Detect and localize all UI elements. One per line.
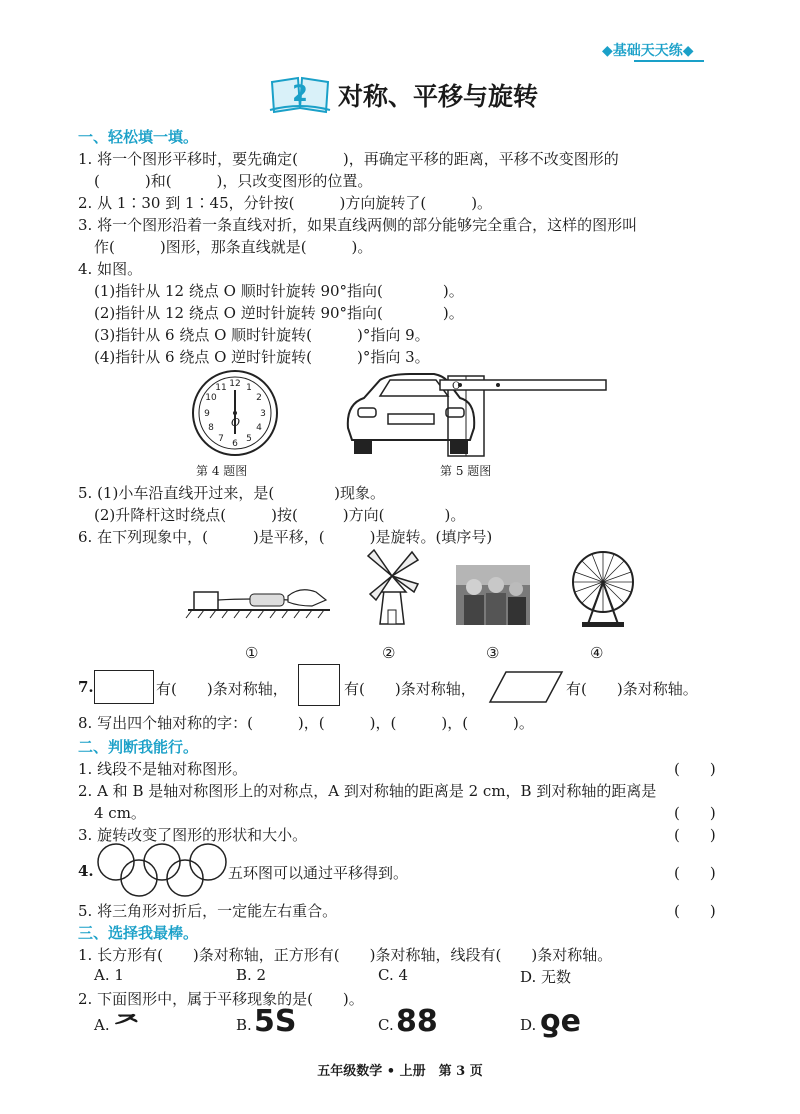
clock-figure xyxy=(190,368,280,458)
page-title: 对称、平移与旋转 xyxy=(338,82,539,111)
q7-number: 7. xyxy=(78,678,94,696)
choice-q2-label-a[interactable]: A. xyxy=(94,1016,110,1034)
svg-text:5: 5 xyxy=(246,434,252,444)
q5-sub2: (2)升降杆这时绕点( )按( )方向( )。 xyxy=(94,506,466,524)
choice-q2-glyph-d: ƍe xyxy=(540,1004,581,1039)
choice-q2-label-b[interactable]: B. xyxy=(236,1016,252,1034)
fig4-caption: 第 4 题图 xyxy=(196,464,248,478)
windmill-picture xyxy=(362,546,422,628)
clock-center-label: O xyxy=(231,416,241,429)
svg-text:11: 11 xyxy=(215,383,227,393)
judge-q2-bracket[interactable]: ( ) xyxy=(674,804,716,822)
svg-text:2: 2 xyxy=(256,393,262,403)
choice-q2-label-c[interactable]: C. xyxy=(378,1016,394,1034)
square-shape xyxy=(298,664,340,706)
judge-q5-bracket[interactable]: ( ) xyxy=(674,902,716,920)
series-badge: ◆基础天天练◆ xyxy=(602,43,694,59)
choice-q2-label-d[interactable]: D. xyxy=(520,1016,537,1034)
parallelogram-shape xyxy=(488,670,564,704)
section2-heading: 二、判断我能行。 xyxy=(78,738,199,756)
photo-picture xyxy=(456,565,530,625)
q6-label-4: ④ xyxy=(590,644,604,662)
q6-label-1: ① xyxy=(245,644,259,662)
choice-q2: 2. 下面图形中，属于平移现象的是( )。 xyxy=(78,990,364,1008)
svg-text:10: 10 xyxy=(205,393,217,403)
svg-text:4: 4 xyxy=(256,423,262,433)
svg-text:6: 6 xyxy=(232,439,238,449)
gate-point-label: O xyxy=(452,381,461,392)
q6-label-2: ② xyxy=(382,644,396,662)
q3-line1: 3. 将一个图形沿着一条直线对折，如果直线两侧的部分能够完全重合，这样的图形叫 xyxy=(78,216,638,234)
choice-q2-glyph-a: ᅎ xyxy=(112,1012,141,1047)
judge-q2-line2: 4 cm。 xyxy=(94,804,146,822)
q2-text: 2. 从 1∶30 到 1∶45，分针按( )方向旋转了( )。 xyxy=(78,194,493,212)
fig5-caption: 第 5 题图 xyxy=(440,464,492,478)
section3-heading: 三、选择我最棒。 xyxy=(78,924,199,942)
q4-sub2: (2)指针从 12 绕点 O 逆时针旋转 90°指向( )。 xyxy=(94,304,464,322)
section1-heading: 一、轻松填一填。 xyxy=(78,128,199,146)
svg-text:8: 8 xyxy=(208,423,214,433)
q1-line2: ( )和( )，只改变图形的位置。 xyxy=(94,172,373,190)
judge-q4-text: 五环图可以通过平移得到。 xyxy=(228,864,409,882)
q4-sub3: (3)指针从 6 绕点 O 顺时针旋转( )°指向 9。 xyxy=(94,326,430,344)
q1-line1: 1. 将一个图形平移时，要先确定( )，再确定平移的距离，平移不改变图形的 xyxy=(78,150,619,168)
judge-q4-bracket[interactable]: ( ) xyxy=(674,864,716,882)
judge-q1: 1. 线段不是轴对称图形。 xyxy=(78,760,248,778)
svg-text:1: 1 xyxy=(246,383,252,393)
svg-text:7: 7 xyxy=(218,434,224,444)
svg-text:12: 12 xyxy=(229,379,241,389)
choice-q2-glyph-c: 88 xyxy=(396,1004,438,1039)
choice-q1-option-a[interactable]: A. 1 xyxy=(94,966,124,984)
q3-line2: 作( )图形，那条直线就是( )。 xyxy=(94,238,373,256)
q4-sub1: (1)指针从 12 绕点 O 顺时针旋转 90°指向( )。 xyxy=(94,282,464,300)
judge-q2-line1: 2. A 和 B 是轴对称图形上的对称点，A 到对称轴的距离是 2 cm，B 到对称轴的距离是 xyxy=(78,782,657,800)
choice-q1-option-b[interactable]: B. 2 xyxy=(236,966,267,984)
ferris-wheel-picture xyxy=(566,548,640,630)
five-rings-figure xyxy=(92,842,232,898)
q5-sub1: 5. (1)小车沿直线开过来，是( )现象。 xyxy=(78,484,386,502)
q8-text: 8. 写出四个轴对称的字：( )，( )，( )，( )。 xyxy=(78,714,534,732)
q7-square-text: 有( )条对称轴， xyxy=(344,680,476,698)
q4-text: 4. 如图。 xyxy=(78,260,143,278)
car-gate-figure xyxy=(340,368,620,458)
badge-underline xyxy=(634,60,704,62)
choice-q2-glyph-b: 5S xyxy=(254,1004,297,1039)
rectangle-shape xyxy=(94,670,154,704)
choice-q1-option-d[interactable]: D. 无数 xyxy=(520,968,572,986)
page-footer: 五年级数学 • 上册 第 3 页 xyxy=(317,1064,483,1079)
lesson-number: 2 xyxy=(292,82,308,107)
judge-q4-number: 4. xyxy=(78,862,94,880)
lesson-book-icon xyxy=(268,72,332,114)
judge-q3-bracket[interactable]: ( ) xyxy=(674,826,716,844)
judge-q1-bracket[interactable]: ( ) xyxy=(674,760,716,778)
q7-rectangle-text: 有( )条对称轴， xyxy=(156,680,288,698)
svg-text:3: 3 xyxy=(260,409,266,419)
judge-q3: 3. 旋转改变了图形的形状和大小。 xyxy=(78,826,308,844)
q4-sub4: (4)指针从 6 绕点 O 逆时针旋转( )°指向 3。 xyxy=(94,348,430,366)
q6-label-3: ③ xyxy=(486,644,500,662)
q7-parallelogram-text: 有( )条对称轴。 xyxy=(566,680,698,698)
choice-q1-option-c[interactable]: C. 4 xyxy=(378,966,409,984)
judge-q5: 5. 将三角形对折后，一定能左右重合。 xyxy=(78,902,338,920)
pull-box-picture xyxy=(180,550,340,630)
choice-q1: 1. 长方形有( )条对称轴，正方形有( )条对称轴，线段有( )条对称轴。 xyxy=(78,946,613,964)
q6-text: 6. 在下列现象中，( )是平移，( )是旋转。(填序号) xyxy=(78,528,493,546)
svg-text:9: 9 xyxy=(204,409,210,419)
